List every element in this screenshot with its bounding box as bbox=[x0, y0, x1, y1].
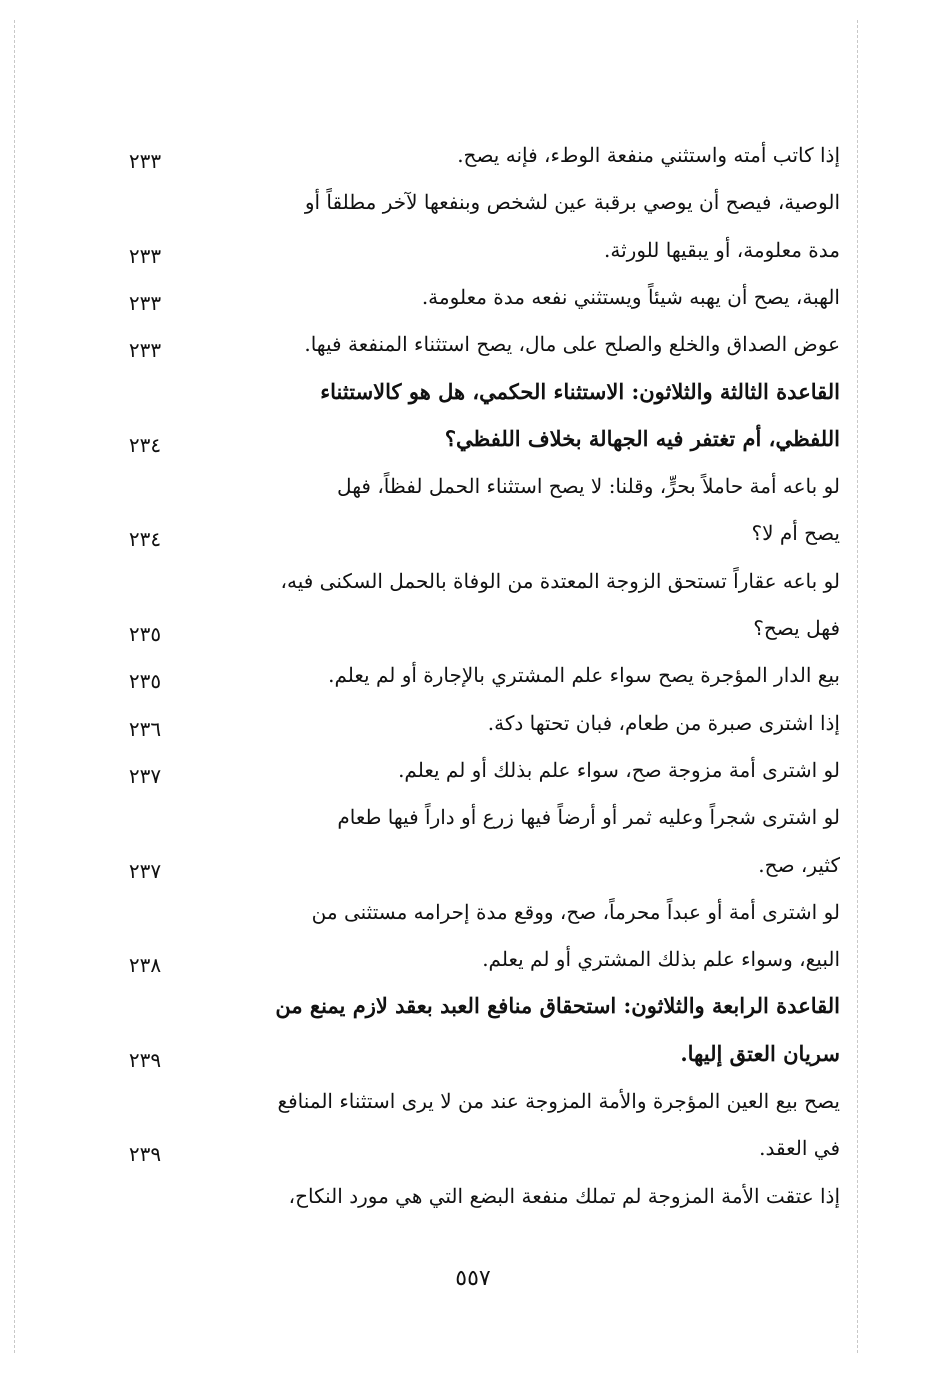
rule-heading-text: اللفظي، أم تغتفر فيه الجهالة بخلاف اللفظي؟ bbox=[444, 426, 840, 451]
entry-text: إذا اشترى صبرة من طعام، فبان تحتها دكة. bbox=[487, 711, 840, 735]
scan-margin-line-left bbox=[14, 20, 15, 1353]
entry-text: لو اشترى أمة مزوجة صح، سواء علم بذلك أو لم يعلم. bbox=[398, 758, 840, 782]
entry-text: لو اشترى أمة أو عبداً محرماً، صح، ووقع مدة إحرامه مستثنى من bbox=[311, 900, 840, 924]
entry-text: مدة معلومة، أو يبقيها للورثة. bbox=[604, 238, 840, 262]
index-line bbox=[100, 225, 840, 275]
entry-text: إذا عتقت الأمة المزوجة لم تملك منفعة البضع التي هي مورد النكاح، bbox=[288, 1184, 840, 1208]
entry-text: لو اشترى شجراً وعليه ثمر أو أرضاً فيها زرع أو داراً فيها طعام bbox=[337, 805, 840, 829]
index-line bbox=[100, 1123, 840, 1173]
entry-text: إذا كاتب أمته واستثني منفعة الوطء، فإنه يصح. bbox=[457, 143, 840, 167]
entry-text: لو باعه عقاراً تستحق الزوجة المعتدة من الوفاة بالحمل السكنى فيه، bbox=[280, 569, 840, 593]
page-reference: ٢٣٣ bbox=[128, 244, 162, 268]
index-line bbox=[100, 1171, 840, 1221]
page-reference: ٢٣٨ bbox=[128, 953, 162, 977]
index-line bbox=[100, 650, 840, 700]
rule-heading-text: سريان العتق إليها. bbox=[680, 1041, 840, 1066]
index-line bbox=[100, 934, 840, 984]
index-line bbox=[100, 981, 840, 1031]
index-line bbox=[100, 508, 840, 558]
page-reference: ٢٣٧ bbox=[128, 764, 162, 788]
entry-text: بيع الدار المؤجرة يصح سواء علم المشتري بالإجارة أو لم يعلم. bbox=[328, 663, 840, 687]
index-line bbox=[100, 319, 840, 369]
page-reference: ٢٣٦ bbox=[128, 717, 162, 741]
index-line bbox=[100, 698, 840, 748]
index-line bbox=[100, 792, 840, 842]
entry-text: فهل يصح؟ bbox=[753, 616, 840, 640]
rule-heading-text: القاعدة الرابعة والثلاثون: استحقاق منافع العبد بعقد لازم يمنع من bbox=[275, 993, 840, 1018]
entry-text: عوض الصداق والخلع والصلح على مال، يصح استثناء المنفعة فيها. bbox=[304, 332, 840, 356]
page-reference: ٢٣٧ bbox=[128, 859, 162, 883]
page-reference: ٢٣٩ bbox=[128, 1142, 162, 1166]
index-line bbox=[100, 177, 840, 227]
page-reference: ٢٣٣ bbox=[128, 149, 162, 173]
index-line bbox=[100, 887, 840, 937]
index-line bbox=[100, 603, 840, 653]
page-number-footer: ٥٥٧ bbox=[455, 1266, 491, 1291]
index-line bbox=[100, 1029, 840, 1079]
page-reference: ٢٣٣ bbox=[128, 291, 162, 315]
index-line bbox=[100, 367, 840, 417]
index-line bbox=[100, 745, 840, 795]
index-line bbox=[100, 461, 840, 511]
page-reference bbox=[100, 1177, 190, 1227]
entry-text: كثير، صح. bbox=[758, 853, 840, 877]
index-line bbox=[100, 414, 840, 464]
entry-text: لو باعه أمة حاملاً بحرٍّ، وقلنا: لا يصح استثناء الحمل لفظاً، فهل bbox=[337, 474, 840, 498]
page-reference: ٢٣٥ bbox=[128, 669, 162, 693]
index-line bbox=[100, 840, 840, 890]
index-line bbox=[100, 272, 840, 322]
index-line bbox=[100, 130, 840, 180]
entry-text: في العقد. bbox=[759, 1136, 840, 1160]
page-reference: ٢٣٤ bbox=[128, 527, 162, 551]
entry-text: الوصية، فيصح أن يوصي برقبة عين لشخص وبنفعها لآخر مطلقاً أو bbox=[304, 190, 840, 214]
entry-text: البيع، وسواء علم بذلك المشتري أو لم يعلم. bbox=[482, 947, 840, 971]
page-reference: ٢٣٤ bbox=[128, 433, 162, 457]
rule-heading-text: القاعدة الثالثة والثلاثون: الاستثناء الحكمي، هل هو كالاستثناء bbox=[320, 379, 840, 404]
page-reference: ٢٣٣ bbox=[128, 338, 162, 362]
page-reference: ٢٣٩ bbox=[128, 1048, 162, 1072]
entry-text: يصح أم لا؟ bbox=[751, 521, 840, 545]
index-line bbox=[100, 556, 840, 606]
entry-text: يصح بيع العين المؤجرة والأمة المزوجة عند من لا يرى استثناء المنافع bbox=[277, 1089, 840, 1113]
scan-margin-line-right bbox=[857, 20, 858, 1353]
entry-text: الهبة، يصح أن يهبه شيئاً ويستثني نفعه مدة معلومة. bbox=[421, 285, 840, 309]
index-line bbox=[100, 1076, 840, 1126]
page-reference: ٢٣٥ bbox=[128, 622, 162, 646]
